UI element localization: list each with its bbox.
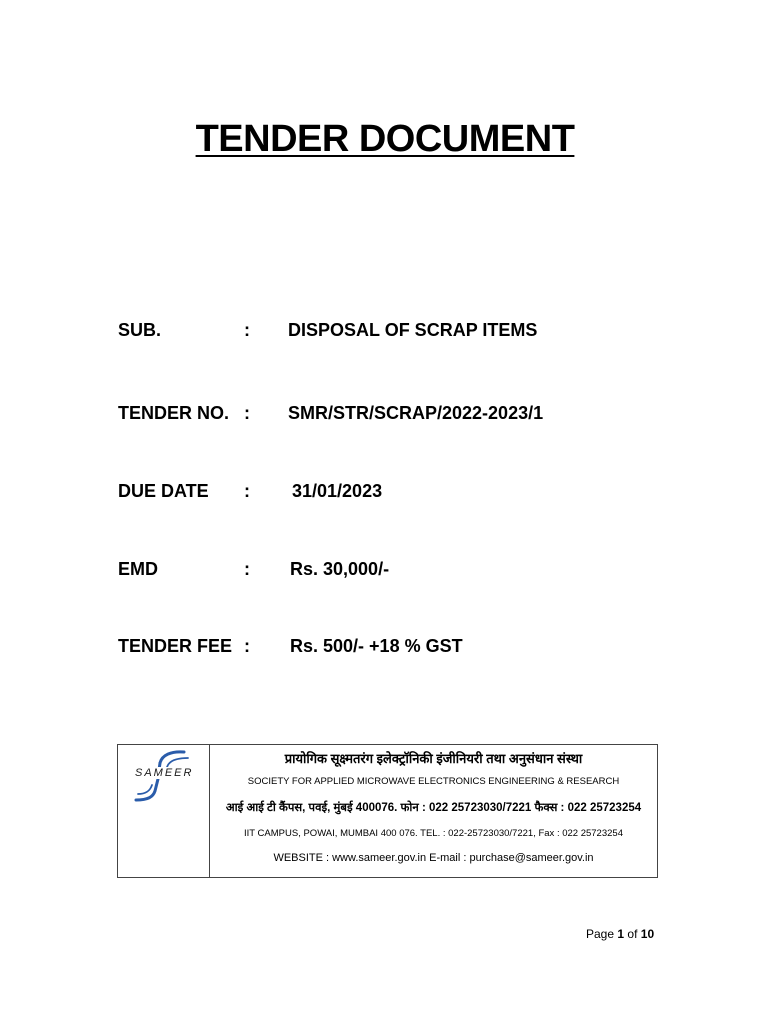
- logo-cell: [118, 745, 210, 877]
- field-value: Rs. 500/- +18 % GST: [290, 636, 463, 656]
- organization-name-english: SOCIETY FOR APPLIED MICROWAVE ELECTRONICS ENGINEERING & RESEARCH: [247, 776, 620, 787]
- field-colon: :: [244, 320, 250, 340]
- field-label: DUE DATE: [118, 481, 209, 501]
- current-page: 1: [617, 927, 625, 941]
- organization-name-hindi: प्रायोगिक सूक्ष्मतरंग इलेक्ट्रॉनिकी इंजीनियरी तथा अनुसंधान संस्था: [284, 751, 583, 766]
- field-value: 31/01/2023: [292, 481, 383, 501]
- field-label: TENDER FEE: [118, 636, 233, 656]
- field-value: SMR/STR/SCRAP/2022-2023/1: [288, 403, 544, 423]
- field-colon: :: [244, 636, 250, 656]
- field-value: Rs. 30,000/-: [290, 559, 390, 579]
- address-hindi: आई आई टी कैंपस, पवई, मुंबई 400076. फोन : 022 25723030/7221 फैक्स : 022 25723254: [225, 802, 642, 814]
- page-number: [586, 927, 654, 941]
- field-colon: :: [244, 403, 250, 423]
- total-pages: 10: [640, 927, 655, 941]
- organization-info: [210, 745, 657, 877]
- field-colon: :: [244, 481, 250, 501]
- field-label: TENDER NO.: [118, 403, 230, 423]
- document-title: TENDER DOCUMENT: [195, 118, 575, 160]
- field-label: EMD: [118, 559, 158, 579]
- field-label: SUB.: [118, 320, 162, 340]
- page-word: Page: [586, 927, 615, 941]
- address-english: IIT CAMPUS, POWAI, MUMBAI 400 076. TEL. : 022-25723030/7221, Fax : 022 25723254: [244, 828, 623, 839]
- field-value: DISPOSAL OF SCRAP ITEMS: [288, 320, 538, 340]
- of-word: of: [627, 927, 638, 941]
- field-colon: :: [244, 559, 250, 579]
- organization-box: [117, 744, 658, 878]
- website-email-line: WEBSITE : www.sameer.gov.in E-mail : purchase@sameer.gov.in: [273, 852, 594, 864]
- logo-wordmark: SAMEER: [135, 767, 194, 779]
